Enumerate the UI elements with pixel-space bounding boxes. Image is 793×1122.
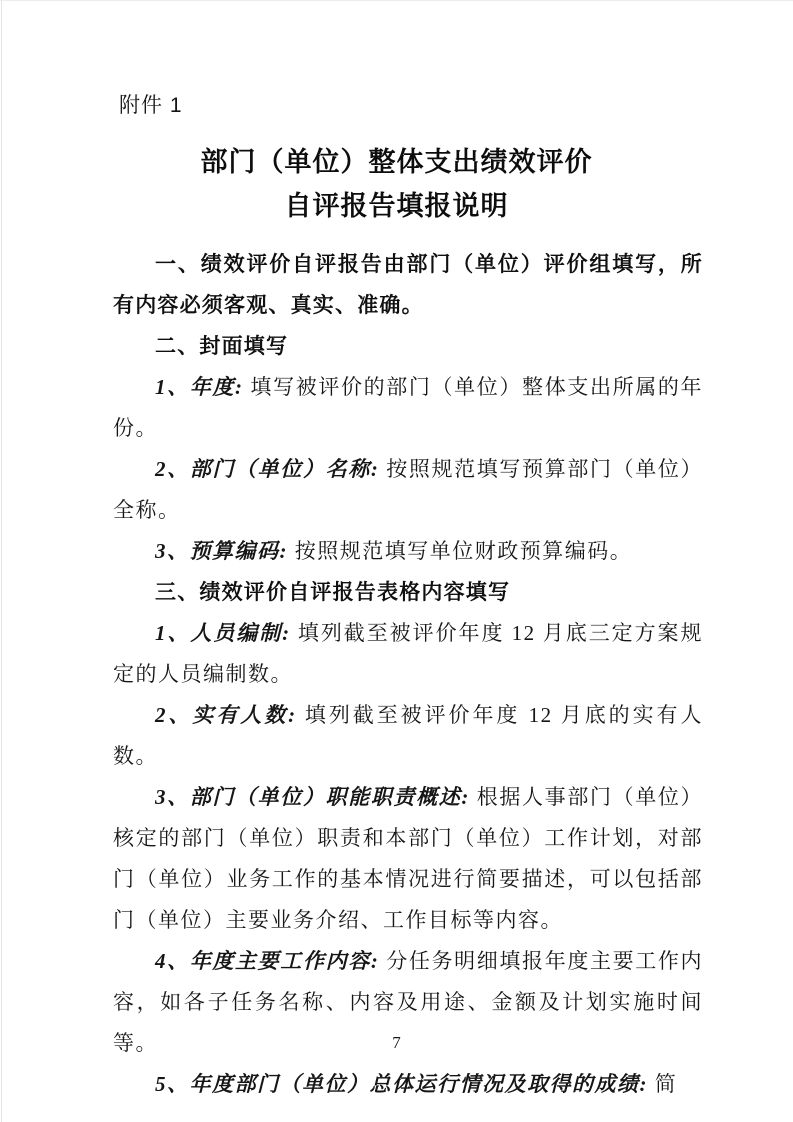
paragraph-label: 1、人员编制:	[155, 621, 291, 645]
document-title	[0, 140, 793, 228]
paragraph-label: 1、年度:	[155, 375, 244, 399]
paragraph-item	[113, 777, 703, 941]
paragraph-text: 二、封面填写	[155, 335, 289, 358]
document-body	[113, 244, 703, 1105]
paragraph-text: 按照规范填写预算部门（单位）全称。	[113, 457, 704, 522]
paragraph-label: 4、年度主要工作内容:	[155, 949, 380, 973]
paragraph-text: 填列截至被评价年度 12 月底三定方案规定的人员编制数。	[113, 621, 703, 686]
paragraph-text: 三、绩效评价自评报告表格内容填写	[155, 581, 511, 604]
paragraph-item	[113, 1064, 703, 1105]
paragraph-label: 3、预算编码:	[155, 539, 288, 563]
paragraph-text: 分任务明细填报年度主要工作内容，如各子任务名称、内容及用途、金额及计划实施时间等。	[113, 949, 704, 1055]
paragraph-section-1	[113, 244, 703, 326]
paragraph-section-2	[113, 326, 703, 367]
paragraph-text: 按照规范填写单位财政预算编码。	[288, 539, 633, 563]
paragraph-item	[113, 695, 703, 777]
scan-edge-top	[0, 0, 793, 1]
paragraph-label: 3、部门（单位）职能职责概述:	[155, 785, 470, 809]
paragraph-label: 2、实有人数:	[155, 703, 297, 727]
paragraph-text: 一、绩效评价自评报告由部门（单位）评价组填写，所有内容必须客观、真实、准确。	[113, 253, 703, 317]
paragraph-section-3	[113, 572, 703, 613]
paragraph-text: 填列截至被评价年度 12 月底的实有人数。	[113, 703, 703, 768]
paragraph-item	[113, 531, 703, 572]
paragraph-item	[113, 367, 703, 449]
paragraph-label: 5、年度部门（单位）总体运行情况及取得的成绩:	[155, 1072, 648, 1096]
title-line-2: 自评报告填报说明	[284, 191, 509, 221]
paragraph-text: 简	[648, 1072, 678, 1096]
paragraph-text: 根据人事部门（单位）核定的部门（单位）职责和本部门（单位）工作计划，对部门（单位）业务工作的基本情况进行简要描述，可以包括部门（单位）主要业务介绍、工作目标等内容。	[113, 785, 703, 932]
title-line-1: 部门（单位）整体支出绩效评价	[200, 147, 593, 177]
paragraph-item	[113, 613, 703, 695]
paragraph-label: 2、部门（单位）名称:	[155, 457, 380, 481]
paragraph-item	[113, 449, 703, 531]
page-number: 7	[392, 1033, 401, 1052]
paragraph-text: 填写被评价的部门（单位）整体支出所属的年份。	[113, 375, 704, 440]
attachment-label: 附件 1	[119, 94, 183, 117]
